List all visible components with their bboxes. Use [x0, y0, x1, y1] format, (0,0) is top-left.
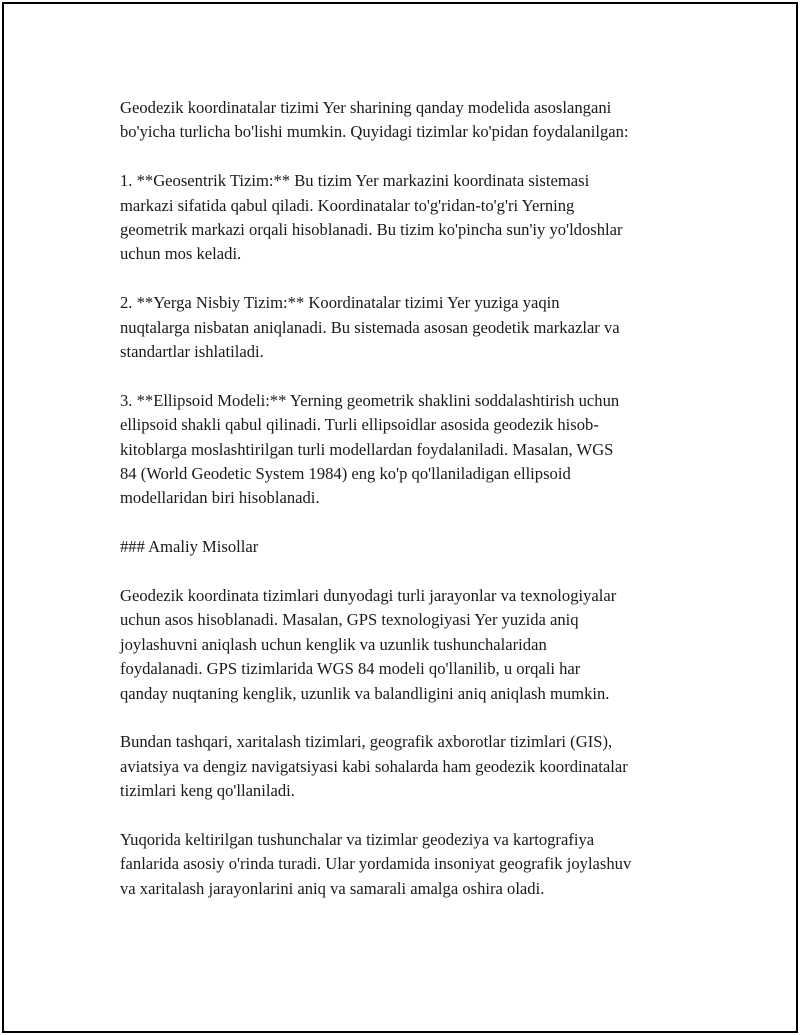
list-item-geocentric: 1. **Geosentrik Tizim:** Bu tizim Yer markazini koordinata sistemasi markazi sifatida qabul qiladi. Koordinatalar to'g'ridan-to'g'ri Yerning geometrik markazi orqali hisoblanadi. Bu tizim ko'pincha sun'iy yo'ldoshlar uchun mos keladi. — [120, 171, 623, 264]
intro-paragraph: Geodezik koordinatalar tizimi Yer sharining qanday modelida asoslangani bo'yicha turlicha bo'lishi mumkin. Quyidagi tizimlar ko'pidan foydalanilgan: — [120, 98, 629, 142]
examples-paragraph-gis: Bundan tashqari, xaritalash tizimlari, geografik axborotlar tizimlari (GIS), aviatsiya va dengiz navigatsiyasi kabi sohalarda ham geodezik koordinatalar tizimlari keng qo'llaniladi. — [120, 732, 628, 801]
examples-paragraph-gps: Geodezik koordinata tizimlari dunyodagi turli jarayonlar va texnologiyalar uchun asos hisoblanadi. Masalan, GPS texnologiyasi Yer yuzida aniq joylashuvni aniqlash uchun kenglik va uzunlik tushunchalaridan foydalanadi. GPS tizimlarida WGS 84 modeli qo'llanilib, u orqali har qanday nuqtaning kenglik, uzunlik va balandligini aniq aniqlash mumkin. — [120, 586, 617, 703]
section-heading: ### Amaliy Misollar — [120, 537, 259, 557]
list-item-ellipsoid: 3. **Ellipsoid Modeli:** Yerning geometrik shaklini soddalashtirish uchun ellipsoid shakli qabul qilinadi. Turli ellipsoidlar asosida geodezik hisob- kitoblarga moslashtirilgan turli modellardan foydalaniladi. Masalan, WGS 84 (World Geodetic System 1984) eng ko'p qo'llaniladigan ellipsoid modellaridan biri hisoblanadi. — [120, 390, 620, 508]
document-body — [120, 96, 695, 926]
document-page — [2, 2, 798, 1033]
list-item-relative: 2. **Yerga Nisbiy Tizim:** Koordinatalar tizimi Yer yuziga yaqin nuqtalarga nisbatan aniqlanadi. Bu sistemada asosan geodetik markazlar va standartlar ishlatiladi. — [120, 293, 620, 362]
conclusion-paragraph: Yuqorida keltirilgan tushunchalar va tizimlar geodeziya va kartografiya fanlarida asosiy o'rinda turadi. Ular yordamida insoniyat geografik joylashuv va xaritalash jarayonlarini aniq va samarali amalga oshira oladi. — [120, 830, 632, 898]
